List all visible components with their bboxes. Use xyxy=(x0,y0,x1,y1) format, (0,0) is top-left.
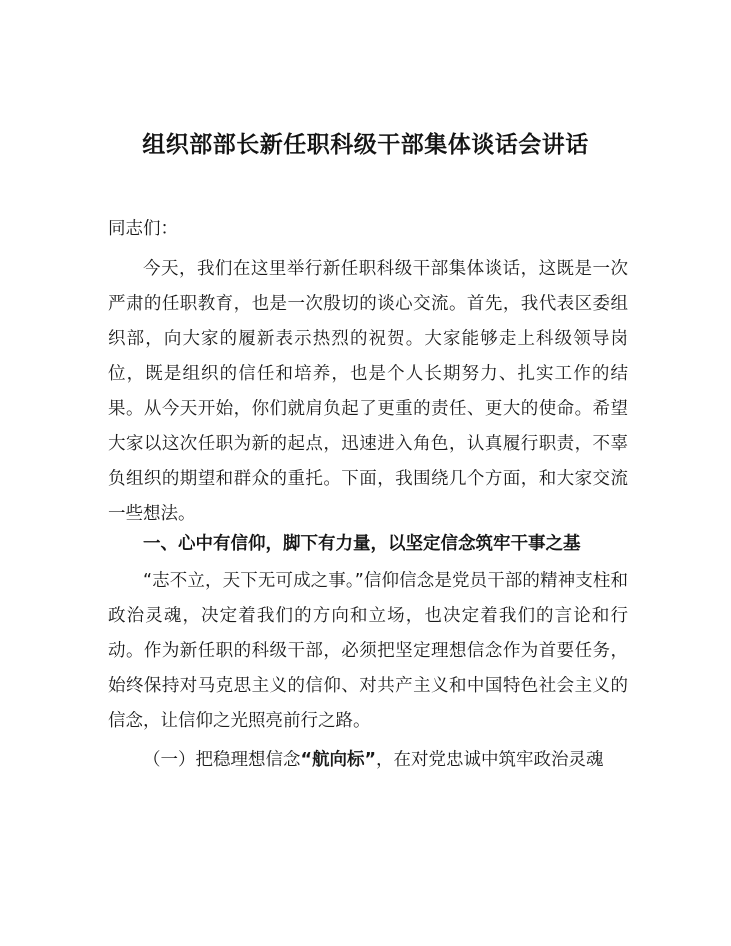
sub-heading-emphasis: “航向标” xyxy=(300,750,377,770)
sub-heading-text xyxy=(108,743,628,778)
body-paragraph xyxy=(108,252,628,532)
sub-heading xyxy=(108,743,628,778)
sub-heading-suffix: ，在对党忠诚中筑牢政治灵魂 xyxy=(376,750,604,770)
sub-heading-prefix: （一）把稳理想信念 xyxy=(143,750,301,770)
salutation: 同志们： xyxy=(108,219,178,239)
document-title: 组织部部长新任职科级干部集体谈话会讲话 xyxy=(142,132,589,158)
body-paragraph xyxy=(108,564,628,739)
section-heading: 一、心中有信仰，脚下有力量，以坚定信念筑牢干事之基 xyxy=(143,534,581,554)
paragraph-text: 今天，我们在这里举行新任职科级干部集体谈话，这既是一次严肃的任职教育，也是一次殷切的谈心交流。首先，我代表区委组织部，向大家的履新表示热烈的祝贺。大家能够走上科级领导岗位，既是组织的信任和培养，也是个人长期努力、扎实工作的结果。从今天开始，你们就肩负起了更重的责任、更大的使命。希望大家以这次任职为新的起点，迅速进入角色，认真履行职责，不辜负组织的期望和群众的重托。下面，我围绕几个方面，和大家交流一些想法。 xyxy=(108,259,628,524)
paragraph-text: “志不立，天下无可成之事。”信仰信念是党员干部的精神支柱和政治灵魂，决定着我们的方向和立场，也决定着我们的言论和行动。作为新任职的科级干部，必须把坚定理想信念作为首要任务，始终保持对马克思主义的信仰、对共产主义和中国特色社会主义的信念，让信仰之光照亮前行之路。 xyxy=(108,571,628,731)
